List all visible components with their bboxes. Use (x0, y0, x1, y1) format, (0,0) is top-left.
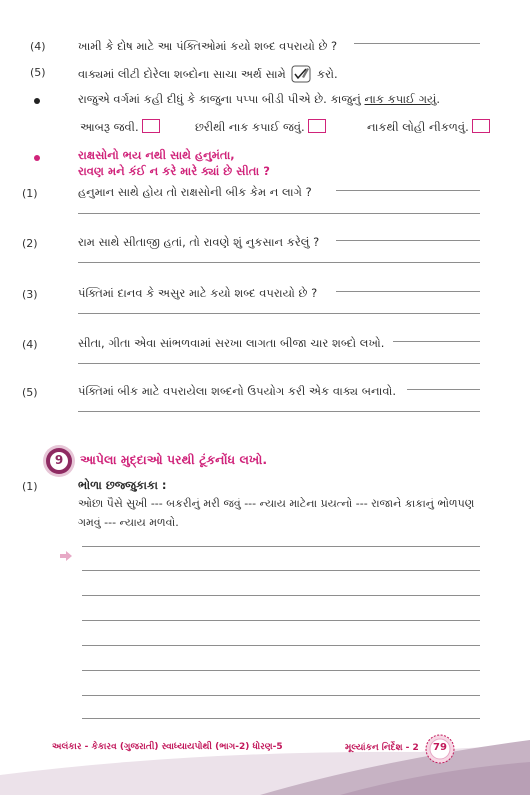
writing-line[interactable] (82, 695, 480, 696)
arrow-right-icon (60, 546, 72, 565)
section-title: આપેલા મુદ્દાઓ પરથી ટૂંકનોંધ લખો. (80, 452, 268, 467)
item-number: (1) (22, 480, 38, 493)
footer-section-label: મૂલ્યાંકન નિર્દેશ - 2 (345, 743, 419, 753)
question-text: હનુમાન સાથે હોય તો રાક્ષસોની બીક કેમ ન લાગે ? (78, 185, 312, 199)
answer-line[interactable] (407, 389, 480, 390)
writing-line[interactable] (82, 620, 480, 621)
answer-line[interactable] (78, 411, 480, 412)
question-number: (1) (22, 187, 38, 200)
option-3: નાકથી લોહી નીકળવું. (367, 119, 490, 135)
question-text: ખામી કે દોષ માટે આ પંક્તિઓમાં કયો શબ્દ વપરાયો છે ? (78, 39, 338, 53)
points-line-1: ઓછા પૈસે સુખી --- બકરીનું મરી જવું --- ન્યાય માટેના પ્રયત્નો --- રાજાને કાકાનું ભોળપણ (78, 497, 475, 510)
checkbox[interactable] (472, 119, 490, 133)
footer-book-title: અલંકાર - કેકારવ (ગુજરાતી) સ્વાધ્યાયપોથી (ભાગ-2) ધોરણ-5 (52, 742, 283, 752)
writing-line[interactable] (82, 595, 480, 596)
option-2: છરીથી નાક કપાઈ જવું. (195, 119, 326, 135)
question-number: (4) (22, 338, 38, 351)
poem-line-2: રાવણ મને કંઈ ન કરે મારે ક્યાં છે સીતા ? (78, 164, 270, 178)
points-line-2: ગમવું --- ન્યાય મળવો. (78, 516, 179, 529)
answer-line[interactable] (336, 190, 480, 191)
writing-line[interactable] (82, 645, 480, 646)
question-number: (3) (22, 288, 38, 301)
checkmark-pen-icon (291, 65, 311, 86)
question-number: (4) (30, 40, 46, 53)
answer-line[interactable] (78, 313, 480, 314)
answer-line[interactable] (78, 363, 480, 364)
page-number-badge: 79 (425, 734, 455, 764)
section-number-badge: 9 (46, 448, 72, 474)
question-text: પંક્તિમાં બીક માટે વપરાયેલા શબ્દનો ઉપયોગ કરી એક વાક્ય બનાવો. (78, 384, 397, 398)
answer-line[interactable] (336, 240, 480, 241)
sentence: રાજુએ વર્ગમાં કહી દીધું કે કાજુના પપ્પા બીડી પીએ છે. કાજુનું નાક કપાઈ ગયું. (78, 92, 441, 106)
option-1: આબરૂ જવી. (80, 119, 160, 135)
question-text: વાક્યમાં લીટી દોરેલા શબ્દોના સાચા અર્થ સામે કરો. (78, 65, 338, 86)
writing-line[interactable] (82, 670, 480, 671)
writing-line[interactable] (82, 570, 480, 571)
question-text: સીતા, ગીતા એવા સાંભળવામાં સરખા લાગતા બીજા ચાર શબ્દો લખો. (78, 336, 385, 350)
question-number: (5) (22, 386, 38, 399)
checkbox[interactable] (308, 119, 326, 133)
writing-line[interactable] (82, 546, 480, 547)
answer-line[interactable] (78, 262, 480, 263)
question-text: રામ સાથે સીતાજી હતાં, તો રાવણે શું નુકસાન કરેલું ? (78, 235, 320, 249)
bullet (34, 98, 40, 104)
item-title: ભોળા છજ્જુકાકા : (78, 478, 167, 492)
question-text: પંક્તિમાં દાનવ કે અસુર માટે કયો શબ્દ વપરાયો છે ? (78, 286, 318, 300)
question-number: (2) (22, 237, 38, 250)
poem-line-1: રાક્ષસોનો ભય નથી સાથે હનુમંતા, (78, 148, 235, 162)
answer-line[interactable] (78, 213, 480, 214)
question-number: (5) (30, 66, 46, 79)
answer-line[interactable] (393, 341, 480, 342)
answer-line[interactable] (354, 43, 480, 44)
answer-line[interactable] (336, 291, 480, 292)
bullet (34, 155, 40, 161)
checkbox[interactable] (142, 119, 160, 133)
